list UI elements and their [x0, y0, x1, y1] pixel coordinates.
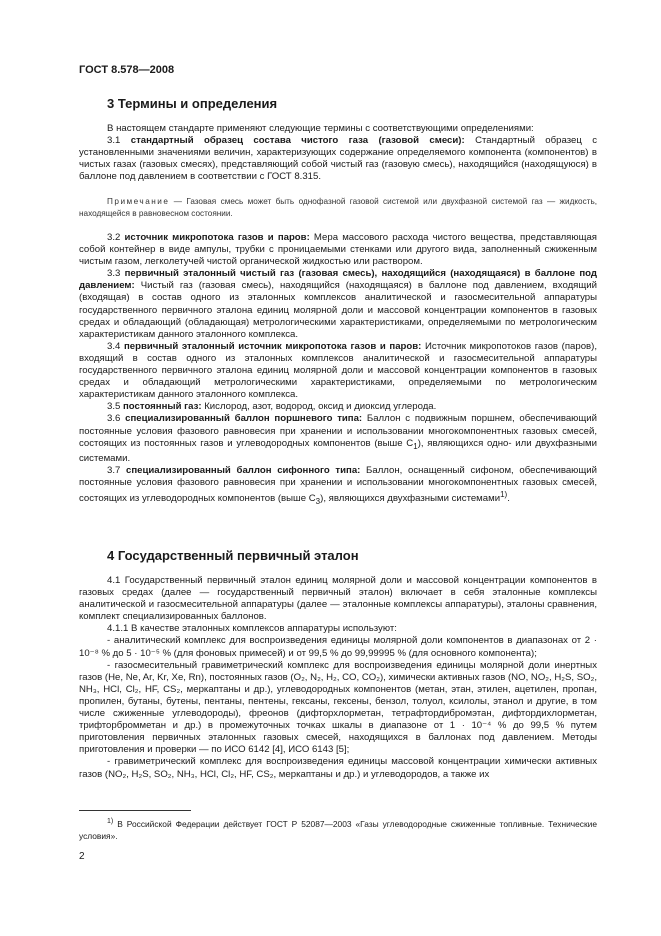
para-4-1: 4.1 Государственный первичный эталон единиц молярной доли и массовой концентрации компонентов в газовых средах (далее — государственный первичный эталон) включает в себя эталонные комплексы аналитической и газосмесительной аппаратуры (далее — эталонные комплексы аппаратуры), эталоны сравнения, комплект специализированных баллонов. [79, 575, 597, 623]
note-text: — Газовая смесь может быть однофазной газовой системой или двухфазной системой газ — жидкость, находящейся в равновесном состоянии. [79, 197, 597, 218]
footnote-ref: 1) [500, 489, 508, 499]
term-3-2: 3.2 источник микропотока газов и паров: Мера массового расхода чистого вещества, представляющая собой контейнер в виде ампулы, трубки с проницаемыми стенками или другого вида, заполненный сжиженным чистым газом, легколетучей чистой органической жидкостью или раствором. [79, 232, 598, 268]
list-item-gas-mixing: - газосмесительный гравиметрический комплекс для воспроизведения единицы молярной доли инертных газов (He, Ne, Ar, Kr, Xe, Rn), постоянных газов (O₂, N₂, H₂, CO, CO₂), химически активных газов (NO, NO₂, H₂S, SO₂, NH₃, HCl, Cl₂, HF, CS₂, меркаптаны и др.), углеводородных компонентов (метан, этан, этилен, ацетилен, пропан, пропилен, бутаны, бутены, пентаны, пентены, гексаны, гексены, бензол, толуол, ксилолы, этанол и другие, в том числе сжиженные углеводороды), фреонов (дифторхлорметан, тетрафтордибромэтан, дифтордихлорметан, трифторбромметан и др.) в промежуточных точках шкалы в диапазоне от 1 · 10⁻⁴ % до 99,5 % путем приготовления первичных эталонных газовых смесей, находящихся в баллонах под давлением. Методы приготовления и проверки — по ИСО 6142 [4], ИСО 6143 [5]; [79, 659, 597, 756]
page-number: 2 [79, 851, 85, 862]
section-3-terms [79, 232, 597, 508]
note-3-1 [79, 196, 597, 220]
footnote [79, 816, 597, 842]
note-label: Примечание [107, 197, 170, 206]
term-3-7: 3.7 специализированный баллон сифонного типа: Баллон, оснащенный сифоном, обеспечивающий постоянные условия фазового равновесия при хранении и использовании многокомпонентных газовых смесей, состоящих из углеводородных компонентов (выше $С_3$), являющихся двухфазными системами$^{1)}$. [79, 464, 597, 506]
term-3-5: 3.5 постоянный газ: Кислород, азот, водород, оксид и диоксид углерода. [107, 401, 437, 413]
term-3-3: 3.3 первичный эталонный чистый газ (газовая смесь), находящийся (находящаяся) в баллоне под давлением: Чистый газ (газовая смесь), находящийся (находящаяся) в баллоне под давлением, входящий (входящая) в состав одного из эталонных комплексов аналитической и газосмесительной аппаратуры государственного первичного эталона единиц молярной доли и массовой концентрации компонентов в газовых средах и обладающий (обладающая) метрологическими характеристиками, определяемыми по метрологическим характеристикам данного эталонного комплекса. [79, 268, 598, 340]
term-3-4: 3.4 первичный эталонный источник микропотока газов и паров: Источник микропотоков газов (паров), входящий в состав одного из эталонных комплексов аналитической и газосмесительной аппаратуры государственного первичного эталона единиц молярной доли и массовой концентрации компонентов в газовых средах и обладающий метрологическими характеристиками, определяемыми по метрологическим характеристикам данного эталонного комплекса. [79, 340, 597, 401]
term-3-1: 3.1 стандартный образец состава чистого газа (газовой смеси): Стандартный образец с установленными значениями величин, характеризующих содержание определяемого компонента (компонентов) в чистых газах (газовых смесях), представляющий собой чистый газ (газовую смесь), находящийся (находящуюся) в баллоне под давлением в соответствии с ГОСТ 8.315. [79, 135, 598, 183]
section-3-intro: В настоящем стандарте применяют следующие термины с соответствующими определениями: [107, 123, 534, 134]
section-4-body [79, 575, 597, 781]
section-4-title: 4 Государственный первичный эталон [107, 548, 359, 563]
section-3-title: 3 Термины и определения [107, 96, 278, 111]
para-4-1-1: 4.1.1 В качестве эталонных комплексов аппаратуры используют: [107, 623, 397, 635]
document-header: ГОСТ 8.578—2008 [79, 64, 175, 76]
list-item-gravimetric: - гравиметрический комплекс для воспроизведения единицы массовой концентрации химически активных газов (NO₂, H₂S, SO₂, NH₃, HCl, Cl₂, HF, CS₂, меркаптаны и др.) и углеводородов, а также их [79, 756, 597, 780]
footnote-text: В Российской Федерации действует ГОСТ Р 52087—2003 «Газы углеводородные сжиженные топливные. Технические условия». [79, 818, 597, 841]
term-3-6: 3.6 специализированный баллон поршневого типа: Баллон с подвижным поршнем, обеспечивающий постоянные условия фазового равновесия при хранении и использовании многокомпонентных газовых смесей, состоящих из постоянных газов и углеводородных компонентов (выше $С_1$), являющихся одно- или двухфазными системами. [79, 413, 597, 464]
footnote-mark: 1) [107, 818, 114, 825]
footnote-divider [79, 810, 191, 811]
section-3-body [79, 123, 597, 183]
list-item-analytical: - аналитический комплекс для воспроизведения единицы молярной доли компонентов в диапазонах от 2 · 10⁻⁸ % до 5 · 10⁻⁵ % (для фоновых примесей) и от 99,5 % до 99,99995 % (для основного компонента); [79, 635, 597, 659]
